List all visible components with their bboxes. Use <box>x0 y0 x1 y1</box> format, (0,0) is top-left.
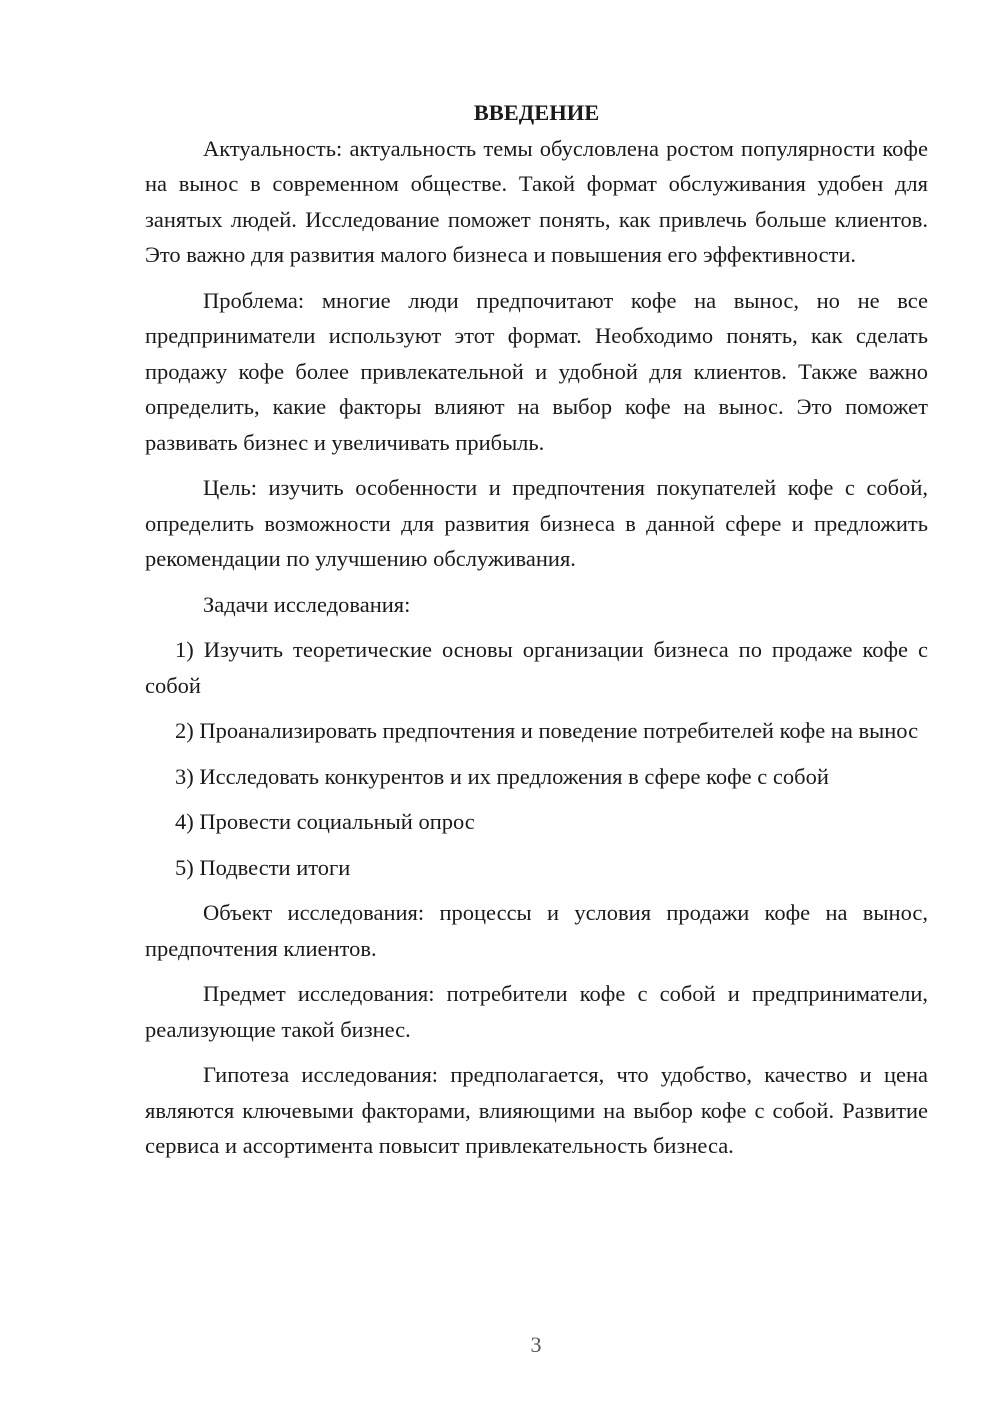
page-title: ВВЕДЕНИЕ <box>473 100 600 125</box>
task-item: 3) Исследовать конкурентов и их предложения в сфере кофе с собой <box>175 763 829 789</box>
tasks-heading: Задачи исследования: <box>203 591 411 617</box>
task-item: 1) Изучить теоретические основы организации бизнеса по продаже кофе с собой <box>145 637 928 698</box>
document-page <box>145 95 928 1174</box>
problem-paragraph: Проблема: многие люди предпочитают кофе на вынос, но не все предприниматели используют этот формат. Необходимо понять, как сделать продажу кофе более привлекательной и удобной для клиентов. Также важно определить, какие факторы влияют на выбор кофе на вынос. Это поможет развивать бизнес и увеличивать прибыль. <box>145 287 928 455</box>
hypothesis-paragraph: Гипотеза исследования: предполагается, что удобство, качество и цена являются ключевыми факторами, влияющими на выбор кофе с собой. Развитие сервиса и ассортимента повысит привлекательность бизнеса. <box>145 1062 928 1158</box>
subject-paragraph: Предмет исследования: потребители кофе с собой и предприниматели, реализующие такой бизнес. <box>145 981 928 1042</box>
page-number: 3 <box>530 1332 542 1357</box>
goal-paragraph: Цель: изучить особенности и предпочтения покупателей кофе с собой, определить возможности для развития бизнеса в данной сфере и предложить рекомендации по улучшению обслуживания. <box>145 475 928 571</box>
task-item: 4) Провести социальный опрос <box>175 809 475 834</box>
object-paragraph: Объект исследования: процессы и условия продажи кофе на вынос, предпочтения клиентов. <box>145 900 928 961</box>
relevance-paragraph: Актуальность: актуальность темы обусловлена ростом популярности кофе на вынос в современном обществе. Такой формат обслуживания удобен для занятых людей. Исследование поможет понять, как привлечь больше клиентов. Это важно для развития малого бизнеса и повышения его эффективности. <box>145 135 928 267</box>
task-item: 5) Подвести итоги <box>175 854 351 880</box>
task-item: 2) Проанализировать предпочтения и поведение потребителей кофе на вынос <box>175 718 919 743</box>
